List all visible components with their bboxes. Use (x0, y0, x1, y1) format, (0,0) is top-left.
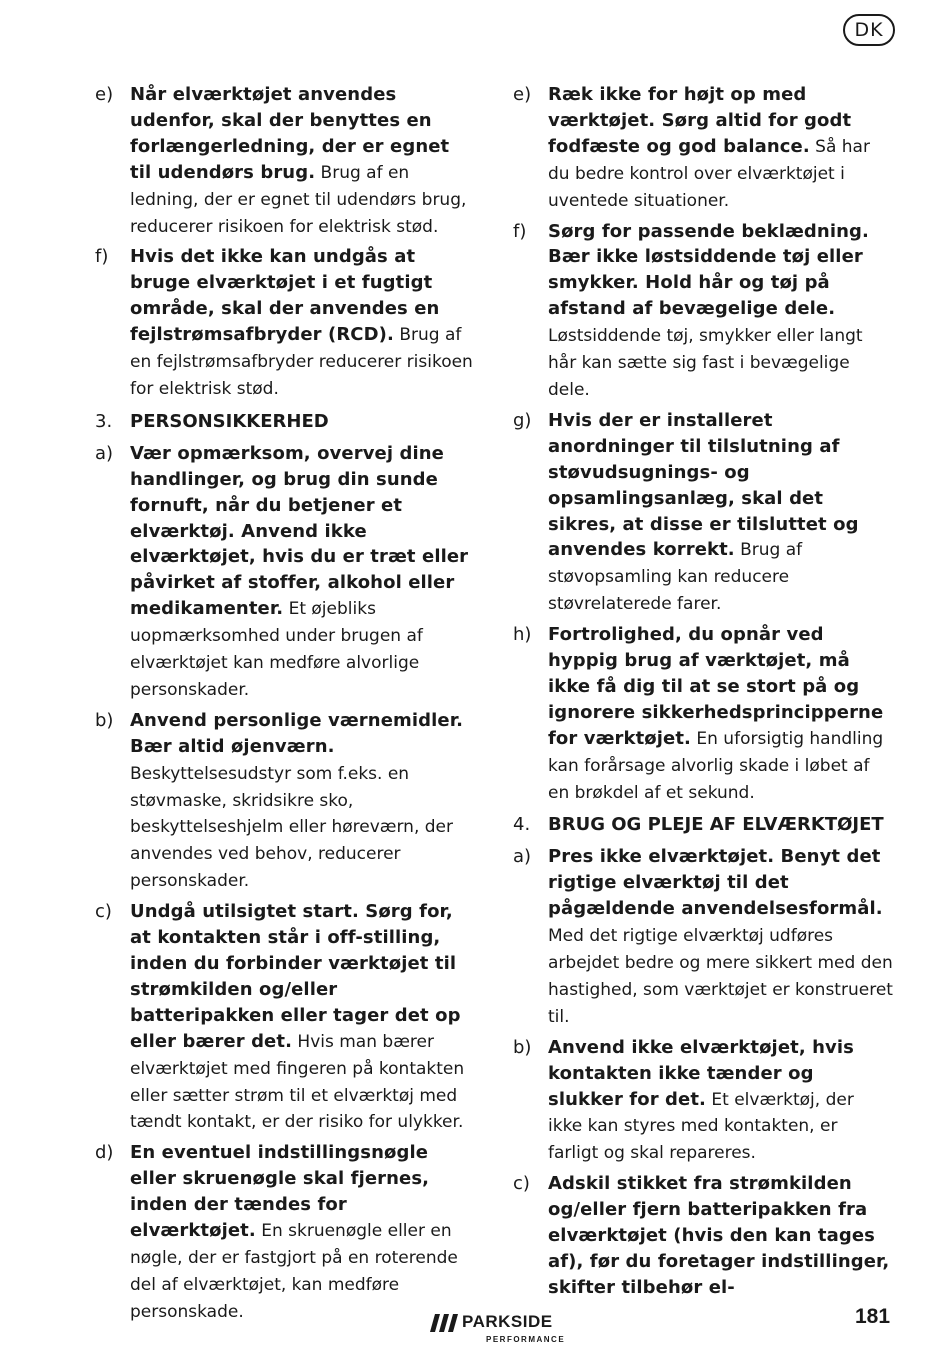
list-item (513, 844, 893, 1030)
item-normal-text: Løstsiddende tøj, smykker eller langt hår kan sætte sig fast i bevægelige dele. (548, 326, 863, 400)
list-label: c) (95, 901, 112, 923)
logo-slashes-icon (430, 1314, 460, 1332)
item-normal-text: Med det rigtige elværktøj udføres arbejdet bedre og mere sikkert med den hastighed, som værktøjet er konstrueret til. (548, 926, 893, 1027)
item-bold-text: Adskil stikket fra strømkilden og/eller fjern batteripakken fra elværktøjet (hvis den kan tages af), før du foretager indstillinger, skifter tilbehør el- (548, 1173, 890, 1298)
item-bold-text: Anvend ikke elværktøjet, hvis kontakten ikke tænder og slukker for det. (548, 1036, 854, 1110)
item-bold-text: Vær opmærksom, overvej dine handlinger, og brug din sunde fornuft, når du betjener et elværktøj. Anvend ikke elværktøjet, hvis du er træt eller påvirket af stoffer, alkohol eller medikamenter. (130, 442, 469, 620)
item-bold-text: Når elværktøjet anvendes udenfor, skal der benyttes en forlængerledning, der er egnet til udendørs brug. (130, 84, 450, 183)
item-bold-text: Pres ikke elværktøjet. Benyt det rigtige elværktøj til det pågældende anvendelsesformål. (548, 846, 883, 920)
list-item (513, 82, 893, 215)
item-normal-text: Beskyttelsesudstyr som f.eks. en støvmaske, skridsikre sko, beskyttelseshjelm eller høreværn, der anvendes ved behov, reducerer personskader. (130, 763, 454, 892)
list-label: e) (513, 84, 532, 105)
list-item (95, 244, 475, 402)
item-normal-text: Brug af støvopsamling kan reducere støvrelaterede farer. (548, 540, 803, 615)
section-heading-text: PERSONSIKKERHED (130, 410, 329, 432)
item-normal-text: En skruenøgle eller en nøgle, der er fastgjort på en roterende del af elværktøjet, kan medføre personskade. (130, 1221, 458, 1322)
list-label: d) (95, 1142, 114, 1164)
list-item (95, 708, 475, 895)
list-item (513, 1171, 893, 1302)
list-label: a) (513, 846, 532, 868)
list-label: 3. (95, 410, 113, 432)
item-bold-text: Fortrolighed, du opnår ved hyppig brug af værktøjet, må ikke få dig til at se stort på og ignorere sikkerhedsprincipperne for værktøjet. (548, 624, 884, 749)
brand-name: PARKSIDE (462, 1312, 553, 1331)
list-label: 4. (513, 814, 531, 836)
parkside-logo (430, 1310, 590, 1350)
left-column (95, 82, 475, 1330)
list-label: f) (95, 246, 109, 268)
item-normal-text: Hvis man bærer elværktøjet med fingeren på kontakten eller sætter strøm til et elværktøj med tændt kontakt, er der risiko for ulykker. (130, 1031, 465, 1133)
item-normal-text: Brug af en ledning, der er egnet til udendørs brug, reducerer risikoen for elektrisk stød. (130, 162, 467, 237)
item-bold-text: Undgå utilsigtet start. Sørg for, at kontakten står i off-stilling, inden du forbinder værktøjet til strømkilden og/eller batteripakken eller tager det op eller bærer det. (130, 901, 461, 1052)
list-label: g) (513, 409, 532, 431)
item-normal-text: Et øjebliks uopmærksomhed under brugen af elværktøjet kan medføre alvorlige personskader. (130, 599, 423, 700)
item-bold-text: Hvis det ikke kan undgås at bruge elværktøjet i et fugtigt område, skal der anvendes en fejlstrømsafbryder (RCD). (130, 246, 440, 346)
list-item (513, 622, 893, 806)
section-heading (95, 409, 475, 435)
list-label: b) (513, 1036, 532, 1058)
item-bold-text: Hvis der er installeret anordninger til tilslutning af støvudsugnings- og opsamlingsanlæg, skal det sikres, at disse er tilsluttet og anvendes korrekt. (548, 409, 859, 561)
item-bold-text: Ræk ikke for højt op med værktøjet. Sørg altid for godt fodfæste og god balance. (548, 84, 852, 157)
page-number: 181 (855, 1305, 891, 1328)
list-item (513, 219, 893, 404)
list-item (513, 1035, 893, 1168)
item-normal-text: Brug af en fejlstrømsafbryder reducerer risikoen for elektrisk stød. (130, 325, 473, 399)
list-label: a) (95, 442, 114, 464)
list-item (95, 441, 475, 704)
list-label: f) (513, 220, 527, 242)
item-normal-text: En uforsigtig handling kan forårsage alvorlig skade i løbet af en brøkdel af et sekund. (548, 728, 884, 803)
language-badge: DK (843, 14, 895, 46)
list-item (513, 408, 893, 618)
item-normal-text: Et elværktøj, der ikke kan styres med kontakten, er farligt og skal repareres. (548, 1089, 854, 1164)
item-bold-text: Sørg for passende beklædning. Bær ikke løstsiddende tøj eller smykker. Hold hår og tøj på afstand af bevægelige dele. (548, 220, 869, 320)
item-bold-text: En eventuel indstillingsnøgle eller skruenøgle skal fjernes, inden der tændes for elværktøjet. (130, 1142, 430, 1242)
item-normal-text: Så har du bedre kontrol over elværktøjet i uventede situationer. (548, 136, 870, 211)
right-column (513, 82, 893, 1306)
section-heading (513, 812, 893, 838)
list-label: b) (95, 709, 114, 731)
list-item (95, 1140, 475, 1325)
list-label: c) (513, 1173, 530, 1195)
list-item (95, 82, 475, 240)
list-label: h) (513, 624, 532, 646)
section-heading-text: BRUG OG PLEJE AF ELVÆRKTØJET (548, 814, 884, 836)
brand-subtitle: PERFORMANCE (486, 1335, 566, 1344)
item-bold-text: Anvend personlige værnemidler. Bær altid øjenværn. (130, 709, 464, 757)
list-label: e) (95, 84, 114, 105)
list-item (95, 899, 475, 1136)
